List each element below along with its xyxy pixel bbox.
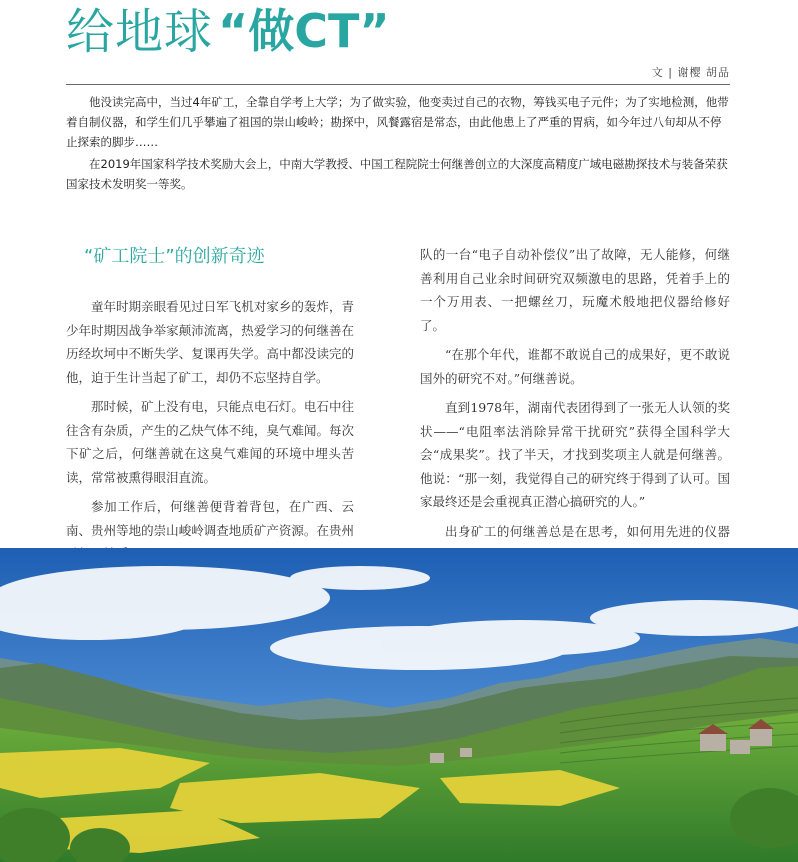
body-paragraph: 参加工作后，何继善便背着背包，在广西、云南、贵州等地的崇山峻岭调查地质矿产资源。在贵州 (66, 499, 354, 538)
byline: 文 | 谢樱 胡品 (651, 66, 730, 79)
body-paragraph: 出身矿工的何继善总是在思考，如何用先进的仪器 (445, 523, 730, 539)
intro-paragraph: 在2019年国家科学技术奖励大会上，中南大学教授、中国工程院院士何继善创立的大深度高精度广域电磁勘探技术与装备荣获国家技术发明奖一等奖。 (66, 157, 728, 191)
body-paragraph: 队的一台“电子自动补偿仪”出了故障，无人能修，何继善利用自己业余时间研究双频激电的思路，凭着手上的一个万用表、一把螺丝刀，玩魔术般地把仪器给修好了。 (420, 247, 730, 333)
body-paragraph: 童年时期亲眼看见过日军飞机对家乡的轰炸，青少年时期因战争举家颠沛流离，热爱学习的何继善在历经坎坷中不断失学、复课再失学。高中都没读完的他，迫于生计当起了矿工，却仍不忘坚持自学。 (66, 299, 354, 385)
title-divider (66, 84, 730, 85)
title-area (0, 0, 798, 79)
left-column (66, 243, 354, 572)
body-paragraph: 那时候，矿上没有电，只能点电石灯。电石中往往含有杂质，产生的乙炔气体不纯，臭气难闻。每次下矿之后，何继善就在这臭气难闻的环境中埋头苦读，常常被熏得眼泪直流。 (66, 399, 354, 485)
right-column (420, 243, 730, 596)
intro-block (66, 92, 730, 194)
article-title-accent: “做CT” (218, 4, 390, 58)
section-heading: “矿工院士”的创新奇迹 (84, 246, 265, 267)
body-paragraph: 直到1978年，湖南代表团得到了一张无人认领的奖状——“电阻率法消除异常干扰研究”获得全国科学大会“成果奖”。找了半天，才找到奖项主人就是何继善。他说：“那一刻，我觉得自己的研究终于得到了认可。国家最终还是会重视真正潜心搞研究的人。” (420, 400, 730, 509)
landscape-photo (0, 548, 798, 862)
landscape-illustration (0, 548, 798, 862)
body-paragraph: “在那个年代，谁都不敢说自己的成果好，更不敢说国外的研究不对。”何继善说。 (420, 347, 730, 386)
intro-paragraph: 他没读完高中，当过4年矿工，全靠自学考上大学；为了做实验，他变卖过自己的衣物，筹钱买电子元件；为了实地检测，他带着自制仪器，和学生们几乎攀遍了祖国的崇山峻岭；勘探中，风餐露宿是常态，由此他患上了严重的胃病，如今年过八旬却从不停止探索的脚步…… (66, 95, 729, 149)
article-title: 给地球 (66, 4, 214, 60)
